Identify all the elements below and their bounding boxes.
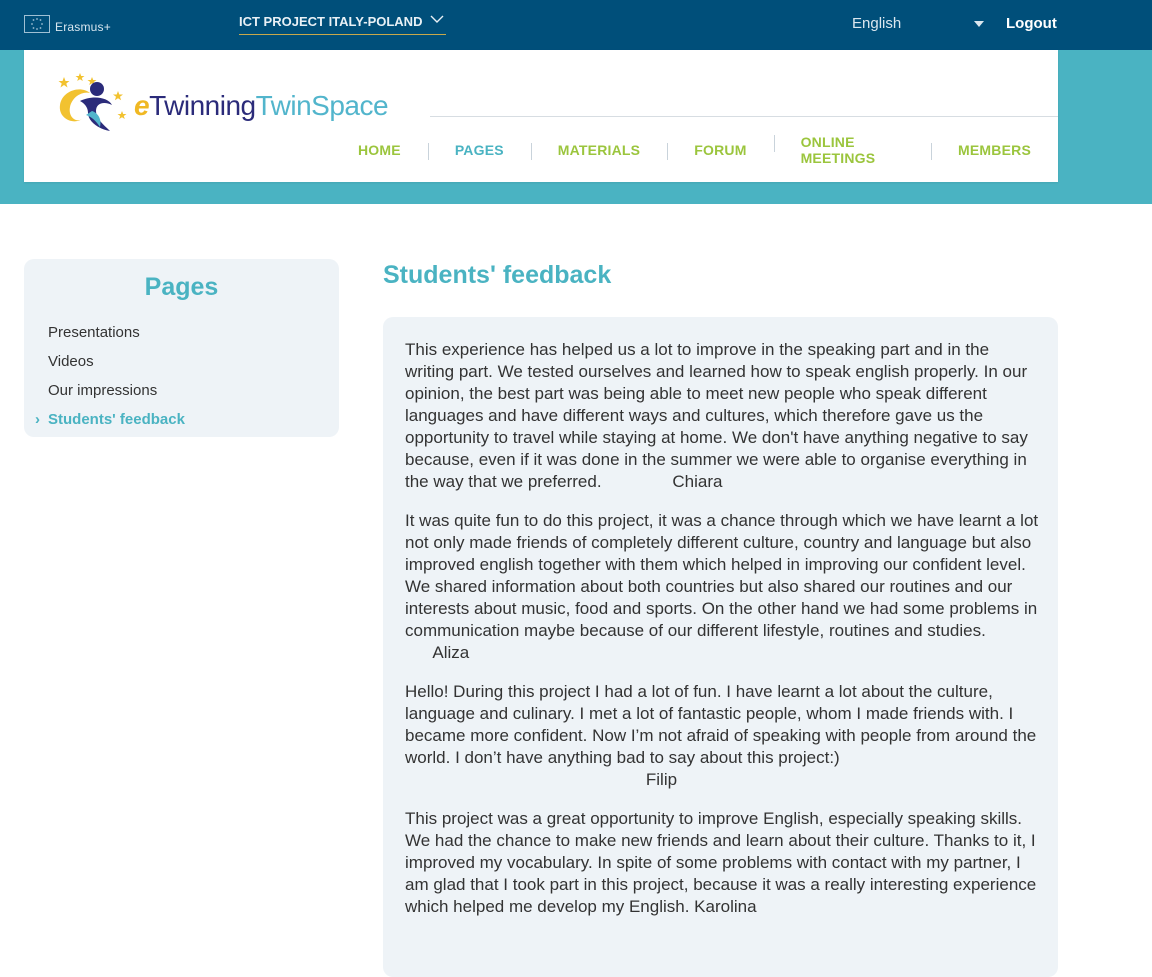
feedback-paragraph [405, 339, 1039, 493]
chevron-down-icon [430, 12, 444, 27]
feedback-paragraph [405, 681, 1039, 791]
sidebar-item-label: Students' feedback [48, 411, 185, 428]
content-body [405, 339, 1039, 935]
brand-twinspace: TwinSpace [255, 90, 389, 121]
sidebar-item-students-feedback[interactable] [35, 410, 185, 439]
sidebar-title: Pages [144, 273, 219, 301]
project-selector[interactable] [239, 14, 446, 35]
feedback-author: Filip [645, 770, 678, 789]
feedback-text: This experience has helped us a lot to improve in the speaking part and in the writing part. We tested ourselves and learned how to speak english properly. In our opinion, the best part was being able to meet new people who speak different languages and have different ways and cultures, which therefore gave us the opportunity to travel while staying at home. We don't have anything negative to say because, even if it was done in the summer we were able to organise everything in the way that we preferred. [405, 340, 1028, 491]
nav-pages[interactable]: PAGES [428, 142, 531, 158]
feedback-paragraph [405, 808, 1039, 918]
sidebar-item-presentations[interactable]: Presentations [48, 324, 140, 341]
etwinning-logo-icon [52, 71, 130, 142]
page-title: Students' feedback [383, 261, 612, 289]
project-name: ICT PROJECT ITALY-POLAND [239, 14, 423, 29]
sidebar-item-our-impressions[interactable]: Our impressions [48, 382, 158, 399]
nav-materials[interactable]: MATERIALS [531, 142, 667, 158]
sidebar-list [35, 323, 185, 439]
feedback-author: Aliza [432, 643, 470, 662]
pages-sidebar [24, 259, 339, 437]
chevron-right-icon: › [35, 411, 40, 428]
nav-forum[interactable]: FORUM [667, 142, 773, 158]
caret-down-icon [974, 21, 984, 27]
feedback-text: It was quite fun to do this project, it was a chance through which we have learnt a lot not only made friends of completely different culture, country and language but also improved english together with them which helped in improving our confident level. We shared information about both countries but also shared our routines and our interests about music, food and sports. On the other hand we had some problems in communication maybe because of our different lifestyle, routines and studies. [405, 511, 1039, 640]
language-value: English [852, 15, 902, 32]
nav-home[interactable]: HOME [358, 142, 401, 158]
main-nav [331, 134, 1058, 166]
top-bar [0, 0, 1152, 50]
feedback-author: Chiara [672, 472, 723, 491]
etwinning-logo[interactable] [52, 72, 388, 140]
feedback-paragraph [405, 510, 1039, 664]
feedback-author: Karolina [694, 897, 757, 916]
content-panel [383, 317, 1058, 977]
feedback-text: This project was a great opportunity to improve English, especially speaking skills. We had the chance to make new friends and learn about their culture. Thanks to it, I improved my vocabulary. In spite of some problems with contact with my partner, I am glad that I took part in this project, because it was a really interesting experience which helped me develop my English. [405, 809, 1037, 916]
nav-online-meetings[interactable]: ONLINE MEETINGS [774, 134, 931, 166]
eu-flag-icon [24, 15, 50, 33]
language-selector[interactable] [852, 15, 984, 35]
header-card [24, 50, 1058, 182]
erasmus-label: Erasmus+ [55, 20, 111, 34]
etwinning-wordmark [134, 92, 388, 120]
sidebar-item-videos[interactable]: Videos [48, 353, 94, 370]
logout-button[interactable]: Logout [1006, 15, 1057, 32]
erasmus-logo[interactable] [24, 13, 111, 35]
feedback-text: Hello! During this project I had a lot of fun. I have learnt a lot about the culture, language and culinary. I met a lot of fantastic people, whom I made friends with. I became more confident. Now I’m not afraid of speaking with people from around the world. I don’t have anything bad to say about this project:) [405, 682, 1037, 767]
nav-members[interactable]: MEMBERS [931, 142, 1058, 158]
nav-divider-line [430, 116, 1058, 117]
brand-twinning: Twinning [149, 90, 256, 121]
brand-e: e [134, 90, 150, 121]
